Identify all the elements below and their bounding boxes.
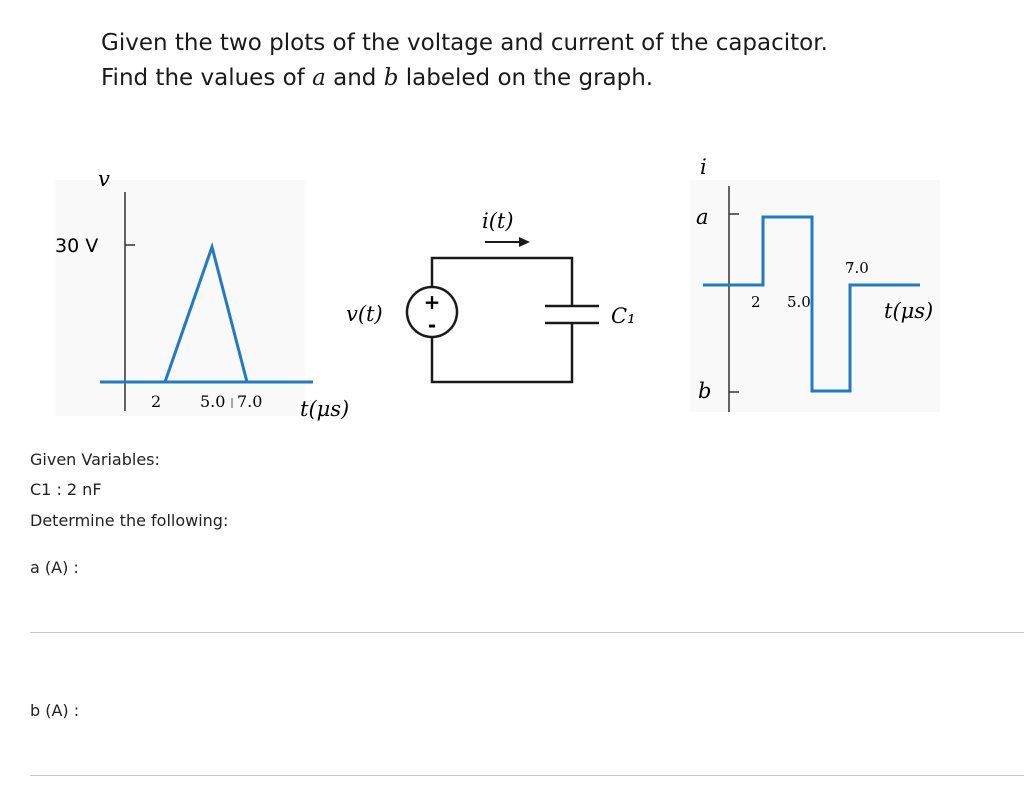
- current-a-label: a: [696, 205, 709, 229]
- source-plus-sign: +: [423, 290, 441, 314]
- current-x-tick-label-5: 5.0: [787, 293, 811, 311]
- problem-line-2-post: labeled on the graph.: [398, 65, 654, 91]
- current-arrow-head: [519, 237, 530, 247]
- voltage-x-axis-label: t(μs): [300, 397, 350, 421]
- voltage-y-tick-label: 30 V: [55, 235, 99, 257]
- problem-line-2-pre: Find the values of: [101, 65, 313, 91]
- problem-line-1: Given the two plots of the voltage and current of the capacitor.: [101, 30, 828, 56]
- variable-b: b: [383, 65, 399, 91]
- current-x-tick-label-2: 2: [751, 293, 761, 311]
- figure: [0, 140, 1024, 430]
- source-minus-sign: -: [427, 313, 437, 337]
- determine-heading: Determine the following:: [30, 511, 229, 530]
- circuit-bottom-wire: [432, 323, 572, 382]
- voltage-x-tick-label-5: 5.0: [200, 392, 226, 411]
- problem-line-2: [101, 61, 828, 96]
- problem-line-2-mid: and: [325, 65, 384, 91]
- variable-a: a: [312, 65, 326, 91]
- current-plot-background: [690, 180, 940, 412]
- circuit: [346, 209, 636, 382]
- voltage-x-tick-label-2: 2: [151, 392, 162, 411]
- capacitor-label: C₁: [611, 304, 636, 328]
- answer-b-label: b (A) :: [30, 701, 80, 720]
- answer-a-label: a (A) :: [30, 558, 79, 577]
- current-y-axis-label: i: [700, 155, 707, 179]
- problem-statement: [101, 26, 828, 96]
- answer-a-field[interactable]: [30, 632, 1024, 633]
- current-x-axis-label: t(μs): [884, 299, 934, 323]
- voltage-plot: [55, 167, 349, 421]
- current-x-tick-label-7: 7.0: [845, 259, 869, 277]
- source-label: v(t): [346, 302, 383, 326]
- current-b-label: b: [698, 379, 712, 403]
- current-label: i(t): [482, 209, 514, 233]
- current-plot: [690, 155, 940, 412]
- given-variables-heading: Given Variables:: [30, 450, 160, 469]
- voltage-y-axis-label: v: [98, 167, 110, 191]
- given-c1-value: C1 : 2 nF: [30, 480, 102, 499]
- answer-b-field[interactable]: [30, 775, 1024, 776]
- voltage-x-tick-label-7: 7.0: [237, 392, 263, 411]
